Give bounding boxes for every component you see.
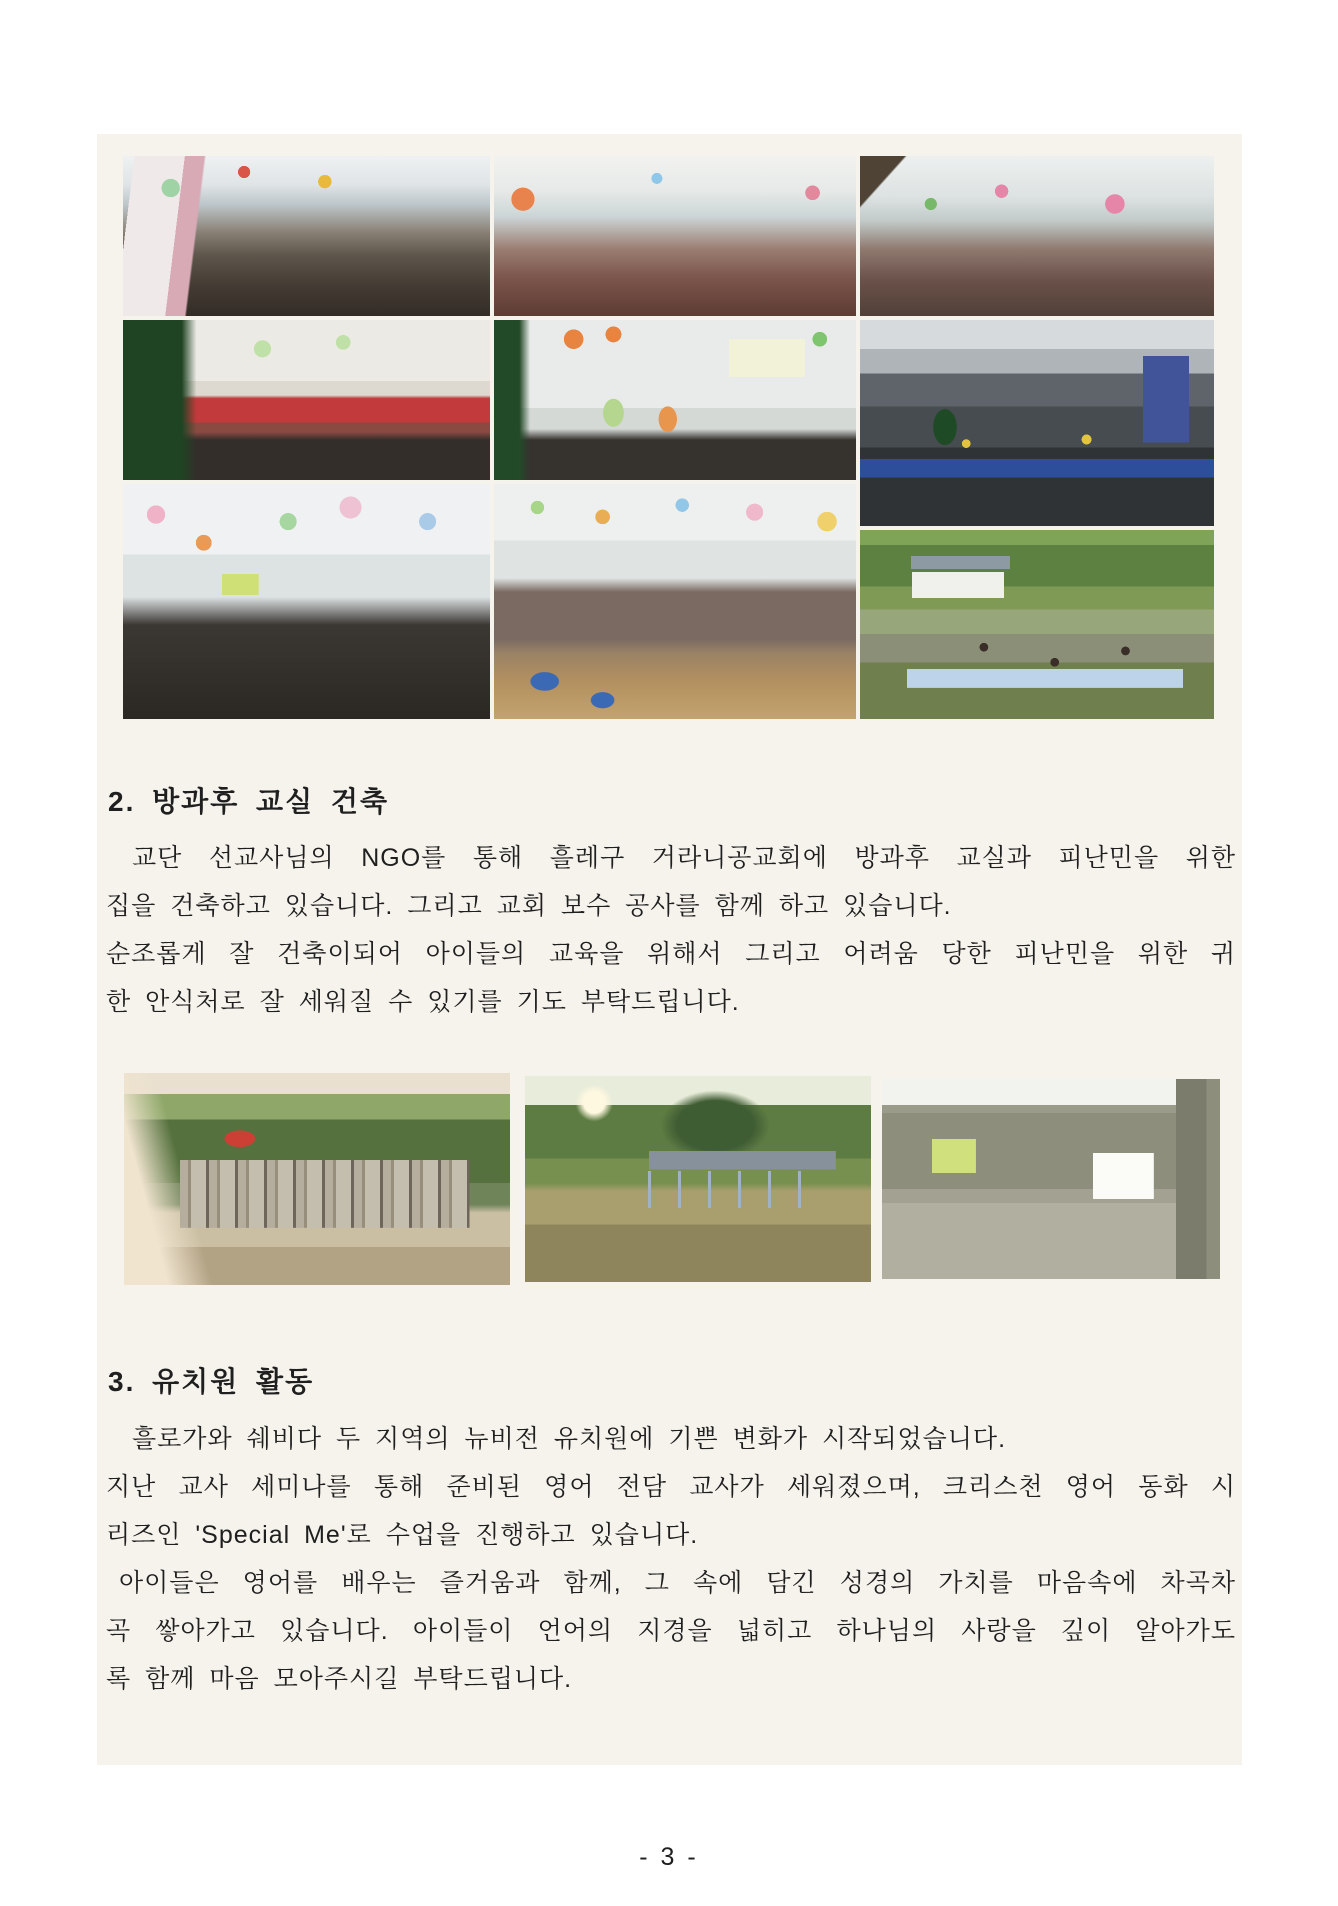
paragraph-line: 흘로가와 쉐비다 두 지역의 뉴비전 유치원에 기쁜 변화가 시작되었습니다.	[132, 1425, 1007, 1453]
photo-speaker-addressing-crowd	[123, 156, 490, 316]
photo-congregation-hall-garlands	[494, 156, 856, 316]
paragraph-line: 리즈인 'Special Me'로 수업을 진행하고 있습니다.	[106, 1521, 699, 1549]
photo-stage-group-christmas-tree	[860, 320, 1214, 526]
paragraph-line: 한 안식처로 잘 세워질 수 있기를 기도 부탁드립니다.	[106, 988, 740, 1016]
paragraph-line: 아이들은 영어를 배우는 즐거움과 함께, 그 속에 담긴 성경의 가치를 마음속에 차곡차	[119, 1569, 1236, 1597]
photo-girls-performing-projection-screen	[494, 320, 856, 480]
photo-children-red-dresses-performance	[123, 320, 490, 480]
paragraph-line: 교단 선교사님의 NGO를 통해 흘레구 거라니공교회에 방과후 교실과 피난민을 위한	[132, 844, 1236, 872]
after-school-paragraph	[106, 834, 1236, 1026]
section-heading-after-school-construction: 2. 방과후 교실 건축	[108, 786, 390, 817]
paragraph-line: 지난 교사 세미나를 통해 준비된 영어 전담 교사가 세워졌으며, 크리스천 영어 동화 시	[106, 1473, 1236, 1501]
photo-congregation-standing	[494, 484, 856, 719]
photo-seated-crowd-pink-balloons	[860, 156, 1214, 316]
paragraph-line: 순조롭게 잘 건축이되어 아이들의 교육을 위해서 그리고 어려움 당한 피난민을 위한 귀	[106, 940, 1236, 968]
paragraph-line: 집을 건축하고 있습니다. 그리고 교회 보수 공사를 함께 하고 있습니다.	[106, 892, 952, 920]
photo-construction-site-trees	[525, 1076, 871, 1282]
photo-construction-interior	[882, 1079, 1220, 1279]
photo-construction-pillar-frame	[124, 1073, 510, 1285]
section-heading-kindergarten-activities: 3. 유치원 활동	[108, 1366, 315, 1397]
paragraph-line: 곡 쌓아가고 있습니다. 아이들이 언어의 지경을 넓히고 하나님의 사랑을 깊이 알아가도	[106, 1617, 1236, 1645]
photo-crowd-pastel-balloons	[123, 484, 490, 719]
event-photo-collage	[123, 156, 1214, 719]
construction-photo-row	[97, 1073, 1242, 1285]
newsletter-sheet	[97, 134, 1242, 1765]
kindergarten-paragraph	[106, 1415, 1236, 1703]
paragraph-line: 록 함께 마음 모아주시길 부탁드립니다.	[106, 1665, 573, 1693]
page-number: - 3 -	[639, 1843, 699, 1871]
photo-outdoor-picnic	[860, 530, 1214, 719]
